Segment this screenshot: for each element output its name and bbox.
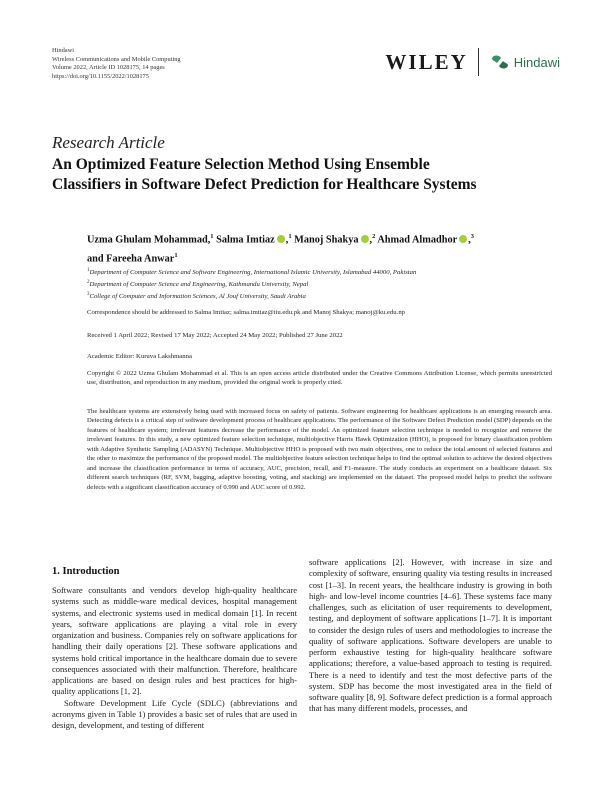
affiliation-mark: 2 — [87, 280, 90, 286]
affiliation-item — [87, 278, 567, 290]
affiliations — [87, 266, 567, 303]
academic-editor: Academic Editor: Kuruva Lakshmanna — [87, 353, 192, 360]
affiliation-text: College of Computer and Information Sciences, Al Jouf University, Saudi Arabia — [89, 293, 306, 301]
author-name: and Fareeha Anwar — [87, 253, 175, 265]
affiliation-mark: 1 — [87, 268, 90, 273]
author-affil-mark: 1 — [210, 233, 214, 240]
author-affil-mark: 3 — [470, 233, 475, 240]
article-type: Research Article — [52, 133, 165, 152]
publisher-logos — [385, 47, 560, 77]
author-name: Manoj Shakya — [294, 234, 359, 246]
logo-divider — [478, 48, 479, 76]
body-paragraph: Software Development Life Cycle (SDLC) (abbreviations and acronyms given in Table 1) provides a basic set of rules that are used in design, development, and testing of different — [52, 697, 297, 730]
affiliation-item — [87, 266, 567, 278]
wiley-logo: WILEY — [385, 49, 468, 74]
copyright-notice: Copyright © 2022 Uzma Ghulam Mohammad et al. This is an open access article distributed under the Creative Commons Attribution License, which permits unrestricted use, distribution, and reproduction in any medium, provided the original work is properly cited. — [87, 370, 552, 387]
publication-dates: Received 1 April 2022; Revised 17 May 2022; Accepted 24 May 2022; Published 27 June 2022 — [87, 332, 343, 339]
affiliation-text: Department of Computer Science and Software Engineering, International Islamic University, Islamabad 44000, Pakistan — [89, 269, 417, 277]
author-affil-mark: 1 — [288, 233, 292, 240]
title-line: An Optimized Feature Selection Method Using Ensemble — [52, 156, 430, 173]
abstract: The healthcare systems are extensively being used with increased focus on safety of patients. Software engineering for healthcare applications is an emerging research area. Detecting defects is a critical step of software development process of healthcare applications. The performance of the Software Defect Prediction model (SDP) depends on the features of healthcare system; irrelevant features decrease the performance of the model. An optimized feature selection technique is needed to recognize and remove the irrelevant features. In this study, a new optimized feature selection technique, multiobjective Harris Hawk Optimization (HHO), is proposed for binary classification problem with Adaptive Synthetic Sampling (ADASYN) Technique. Multiobjective HHO is proposed with two main objectives, one to reduce the total amount of selected features and the other to maximize the performance of the proposed model. The multiobjective feature selection technique helps to find the optimal solution to achieve the desired objectives and increase the classification performance in terms of accuracy, AUC, precision, recall, and F1-measure. The study conducts an experiment on a healthcare dataset. Six different search techniques (RF, SVM, bagging, adaptive boosting, voting, and stacking) are implemented on the dataset. The proposed model helps to predict the software defects with a significant classification accuracy of 0.990 and AUC score of 0.992. — [87, 408, 552, 491]
hindawi-mark-icon — [489, 51, 511, 73]
author-name: Salma Imtiaz — [216, 234, 275, 246]
author-affil-mark: 1 — [174, 251, 178, 259]
doi-link[interactable]: https://doi.org/10.1155/2022/1028175 — [52, 72, 149, 80]
title-line: Classifiers in Software Defect Prediction for Healthcare Systems — [52, 176, 477, 193]
orcid-icon[interactable] — [361, 235, 369, 243]
volume-line: Volume 2022, Article ID 1028175, 14 pages — [52, 64, 165, 72]
body-column-right — [309, 557, 552, 715]
author-list: Uzma Ghulam Mohammad,$^1$ Salma Imtiaz ,$^1$ Manoj Shakya ,$^2$ Ahmad Almadhor ,$^3$ and Fareeha Anwar$^1$ — [87, 233, 475, 265]
hindawi-logo — [489, 51, 560, 73]
author-name: Ahmad Almadhor — [377, 234, 458, 246]
orcid-icon[interactable] — [277, 235, 285, 243]
affiliation-text: Department of Computer Science and Engineering, Kathmandu University, Nepal — [89, 281, 309, 289]
affiliation-mark: 3 — [87, 292, 90, 298]
affiliation-item — [87, 290, 567, 302]
correspondence-note: Correspondence should be addressed to Salma Imtiaz; salma.imtiaz@iiu.edu.pk and Manoj Shakya; manoj@ku.edu.np — [87, 309, 406, 316]
body-paragraph: software applications [2]. However, with increase in size and complexity of software, ensuring quality via testing results in increased cost [1–3]. In recent years, the healthcare industry is growing in both high- and low-level income countries [4–6]. These systems face many challenges, such as elicitation of user requirements to development, testing, and deployment of software applications [1–7]. It is important to consider the design rules of users and methodologies to increase the quality of software applications. Software developers are unable to perform exhaustive testing for high-quality healthcare software applications; therefore, a value-based approach to testing is required. There is a need to identify and test the most defective parts of the system. SDP has become the most investigated area in the field of software quality [8, 9]. Software defect prediction is a formal approach that has many different models, processes, and — [309, 557, 552, 714]
hindawi-wordmark: Hindawi — [513, 54, 560, 70]
orcid-icon[interactable] — [459, 235, 467, 243]
publisher-line: Hindawi — [52, 47, 75, 54]
body-paragraph: Software consultants and vendors develop high-quality healthcare systems such as middle-ware medical devices, hospital management systems, and electronic systems used in medical domain [1]. In recent years, software applications are playing a vital role in every organization and business. Companies rely on software applications for handling their daily operations [2]. These software applications and systems hold critical importance in the healthcare domain due to severe consequences associated with their malfunction. Therefore, healthcare applications are based on design rules and best practices for high-quality applications [1, 2]. — [52, 585, 297, 697]
section-heading: 1. Introduction — [52, 566, 120, 577]
journal-name: Wireless Communications and Mobile Computing — [52, 55, 181, 63]
author-name: Uzma Ghulam Mohammad, — [87, 234, 211, 246]
article-title — [52, 155, 572, 195]
body-column-left — [52, 585, 297, 731]
author-affil-mark: 2 — [372, 233, 376, 240]
journal-header — [52, 47, 181, 81]
